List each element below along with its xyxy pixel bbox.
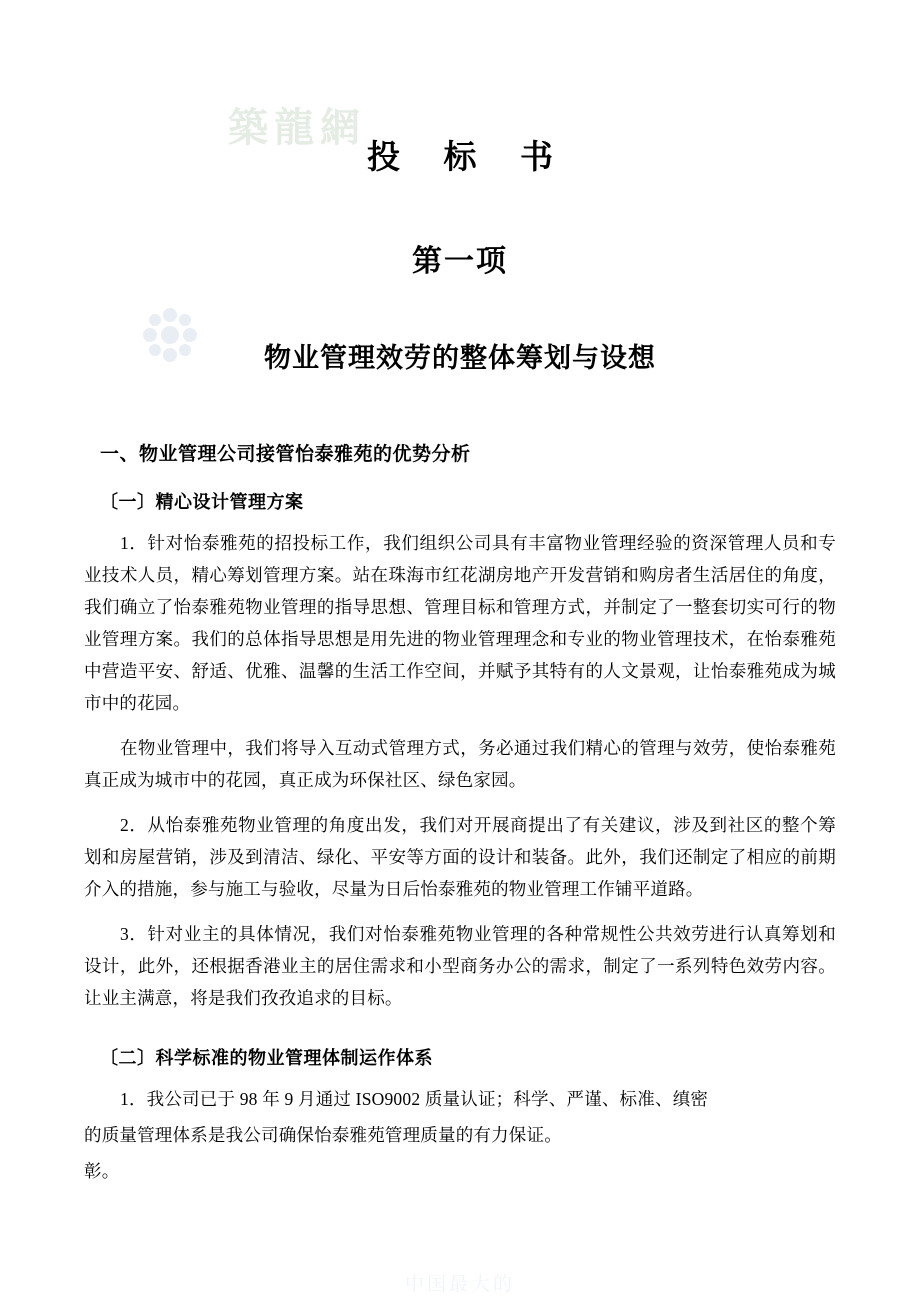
paragraph: 的质量管理体系是我公司确保怡泰雅苑管理质量的有力保证。 bbox=[84, 1125, 562, 1145]
paragraph: 2．从怡泰雅苑物业管理的角度出发，我们对开展商提出了有关建议，涉及到社区的整个筹划和房屋营销，涉及到清洁、绿化、平安等方面的设计和装备。此外，我们还制定了相应的前期介入的措施，参与施工与验收，尽量为日后怡泰雅苑的物业管理工作铺平道路。 bbox=[84, 815, 836, 899]
section-title: 物业管理效劳的整体筹划与设想 bbox=[264, 343, 656, 374]
section-label: 第一项 bbox=[412, 244, 508, 279]
subsection-heading-two: 〔二〕科学标准的物业管理体制运作体系 bbox=[100, 1048, 433, 1069]
page-title: 投 标 书 bbox=[367, 137, 569, 176]
paragraph: 1．针对怡泰雅苑的招投标工作，我们组织公司具有丰富物业管理经验的资深管理人员和专业技术人员，精心筹划管理方案。站在珠海市红花湖房地产开发营销和购房者生活居住的角度，我们确立了怡泰雅苑物业管理的指导思想、管理目标和管理方式，并制定了一整套切实可行的物业管理方案。我们的总体指导思想是用先进的物业管理理念和专业的物业管理技术，在怡泰雅苑中营造平安、舒适、优雅、温馨的生活工作空间，并赋予其特有的人文景观，让怡泰雅苑成为城市中的花园。 bbox=[84, 533, 836, 713]
chapter-heading: 一、物业管理公司接管怡泰雅苑的优势分析 bbox=[100, 443, 471, 465]
paragraph: 彰。 bbox=[84, 1161, 120, 1181]
watermark-top-text: 築龍網 bbox=[228, 105, 366, 150]
subsection-heading-one: 〔一〕精心设计管理方案 bbox=[100, 492, 304, 513]
paragraph: 3．针对业主的具体情况，我们对怡泰雅苑物业管理的各种常规性公共效劳进行认真筹划和设计，此外，还根据香港业主的居住需求和小型商务办公的需求，制定了一系列特色效劳内容。让业主满意，将是我们孜孜追求的目标。 bbox=[84, 924, 836, 1008]
paragraph: 在物业管理中，我们将导入互动式管理方式，务必通过我们精心的管理与效劳，使怡泰雅苑真正成为城市中的花园，真正成为环保社区、绿色家园。 bbox=[84, 738, 836, 790]
watermark-bottom-text: 中国最大的 bbox=[404, 1274, 516, 1295]
paragraph: 1．我公司已于 98 年 9 月通过 ISO9002 质量认证；科学、严谨、标准、缜密 bbox=[120, 1089, 709, 1109]
